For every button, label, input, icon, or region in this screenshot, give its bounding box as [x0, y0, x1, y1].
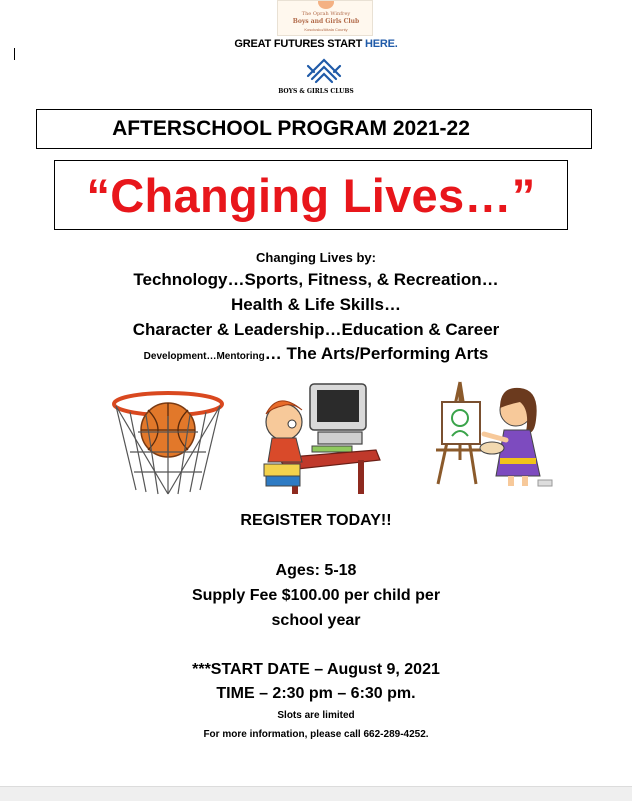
- oprah-club-logo: [277, 0, 373, 36]
- tagline-here: HERE.: [365, 38, 398, 50]
- focus-line-4-big: … The Arts/Performing Arts: [264, 344, 489, 363]
- tagline: [0, 38, 632, 50]
- supply-fee-line-2: school year: [271, 612, 361, 629]
- focus-line-4-small: Development…Mentoring: [143, 351, 265, 362]
- sun-icon: [318, 0, 334, 9]
- contact-info: For more information, please call 662-289-4252.: [203, 729, 429, 740]
- register-today: REGISTER TODAY!!: [240, 512, 392, 529]
- focus-line-1: Technology…Sports, Fitness, & Recreation…: [133, 270, 499, 289]
- tagline-prefix: GREAT FUTURES START: [234, 38, 366, 50]
- headline: “Changing Lives…”: [86, 169, 536, 222]
- ages: Ages: 5-18: [275, 562, 357, 579]
- kid-computer-icon: [258, 380, 384, 498]
- logo-line-1: The Oprah Winfrey: [301, 11, 351, 17]
- bottom-bar: [0, 786, 632, 801]
- girl-painting-icon: [430, 380, 558, 488]
- start-date: ***START DATE – August 9, 2021: [192, 661, 440, 678]
- program-title: AFTERSCHOOL PROGRAM 2021-22: [112, 117, 470, 140]
- basketball-hoop-icon: [108, 372, 228, 498]
- focus-line-3: Character & Leadership…Education & Career: [132, 320, 500, 339]
- supply-fee-line-1: Supply Fee $100.00 per child per: [191, 587, 441, 604]
- focus-line-2: Health & Life Skills…: [230, 295, 402, 314]
- changing-lives-by-label: Changing Lives by:: [256, 250, 376, 265]
- slots-limited: Slots are limited: [277, 710, 355, 721]
- logo-line-2: Boys and Girls Club: [292, 18, 360, 25]
- focus-line-4: [0, 344, 632, 364]
- boys-girls-clubs-logo-icon: [304, 54, 344, 87]
- org-name: BOYS & GIRLS CLUBS: [278, 88, 354, 95]
- logo-line-3: Kosciusko/Attala County: [304, 27, 348, 32]
- program-time: TIME – 2:30 pm – 6:30 pm.: [216, 685, 416, 702]
